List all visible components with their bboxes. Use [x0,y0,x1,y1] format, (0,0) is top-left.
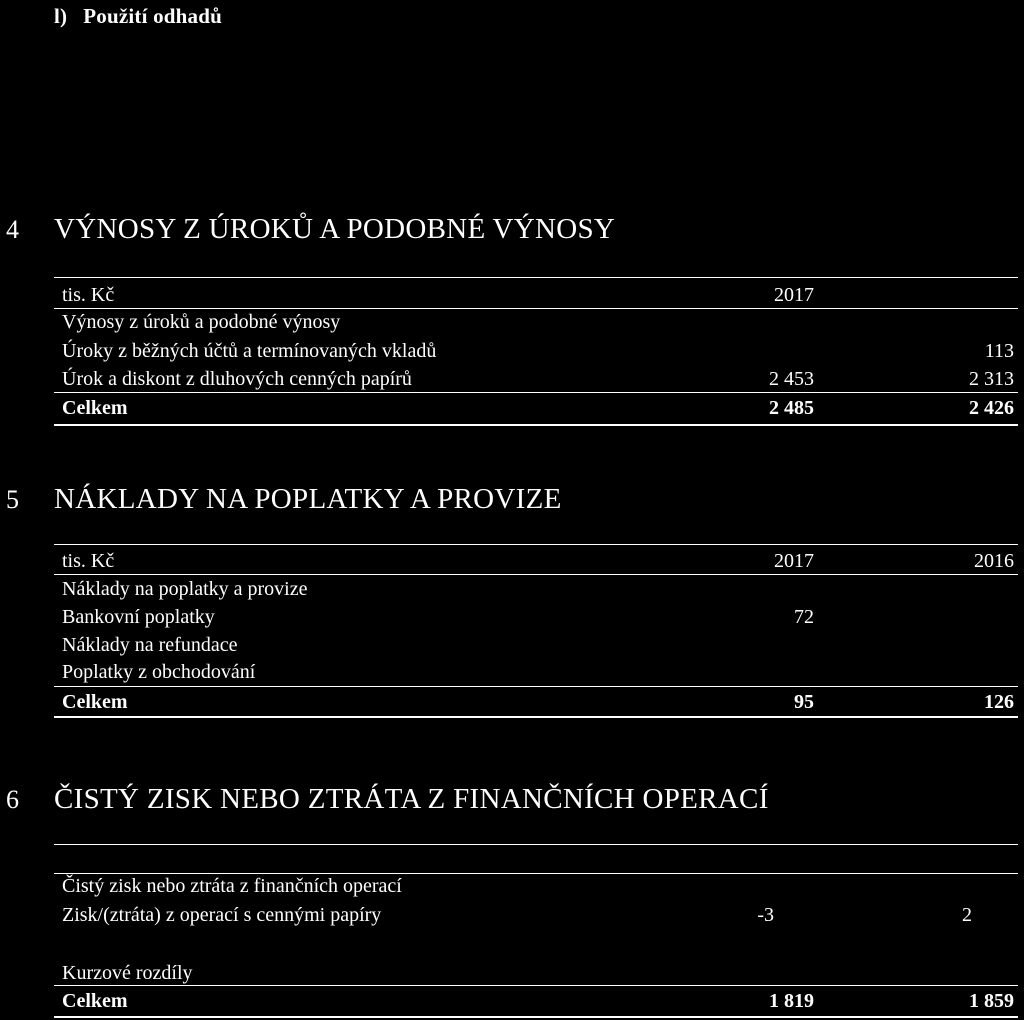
section-4-total-label: Celkem [62,397,128,419]
section-4-row-value-2016: 113 [984,340,1014,362]
section-5-bottom-rule [54,716,1018,718]
section-6-total-rule [54,985,1018,986]
section-6-row-value-2017: -3 [757,904,774,926]
section-6-header-rule [54,873,1018,874]
section-6-total-2016: 1 859 [969,990,1014,1012]
section-4-row-label: Úroky z běžných účtů a termínovaných vkladů [62,340,437,362]
section-4-top-rule [54,277,1018,278]
section-4-row-value-2017: 2 453 [769,368,814,390]
section-4-title: VÝNOSY Z ÚROKŮ A PODOBNÉ VÝNOSY [54,213,616,245]
section-5-header-rule [54,574,1018,575]
section-4-row-label: Výnosy z úroků a podobné výnosy [62,311,341,333]
section-5-total-2017: 95 [794,691,814,713]
section-4-number: 4 [6,215,19,244]
section-4-header-unit: tis. Kč [62,284,115,306]
section-5-row-value-2017: 72 [794,606,814,628]
top-heading-letter: l) [54,4,68,28]
section-4-row-label: Úrok a diskont z dluhových cenných papírů [62,368,412,390]
section-5-row-label: Náklady na refundace [62,634,238,656]
section-6-row-label: Zisk/(ztráta) z operací s cennými papíry [62,904,382,926]
section-5-total-label: Celkem [62,691,128,713]
section-6-row-value-2016: 2 [962,904,972,926]
section-5-title: NÁKLADY NA POPLATKY A PROVIZE [54,483,562,515]
section-6-row-label: Čistý zisk nebo ztráta z finančních operací [62,875,402,897]
section-4-bottom-rule [54,424,1018,426]
section-6-total-label: Celkem [62,990,128,1012]
section-5-number: 5 [6,485,19,514]
section-5-total-rule [54,686,1018,687]
section-5-top-rule [54,544,1018,545]
section-5-header-2017: 2017 [774,550,814,572]
top-heading [54,4,222,29]
section-5-row-label: Bankovní poplatky [62,606,215,628]
section-6-bottom-rule [54,1016,1018,1018]
section-6-total-2017: 1 819 [769,990,814,1012]
section-4-total-2017: 2 485 [769,397,814,419]
section-6-title: ČISTÝ ZISK NEBO ZTRÁTA Z FINANČNÍCH OPERACÍ [54,783,769,815]
section-5-row-label: Náklady na poplatky a provize [62,578,308,600]
section-5-total-2016: 126 [984,691,1014,713]
section-4-header-2017: 2017 [774,284,814,306]
section-6-top-rule [54,844,1018,845]
section-5-header-unit: tis. Kč [62,550,115,572]
section-4-total-rule [54,392,1018,393]
section-4-total-2016: 2 426 [969,397,1014,419]
section-4-header-rule [54,308,1018,309]
top-heading-text: Použití odhadů [83,4,222,28]
section-4-row-value-2016: 2 313 [969,368,1014,390]
section-5-row-label: Poplatky z obchodování [62,661,256,683]
section-5-header-2016: 2016 [974,550,1014,572]
section-6-row-label: Kurzové rozdíly [62,962,193,984]
section-6-number: 6 [6,785,19,814]
